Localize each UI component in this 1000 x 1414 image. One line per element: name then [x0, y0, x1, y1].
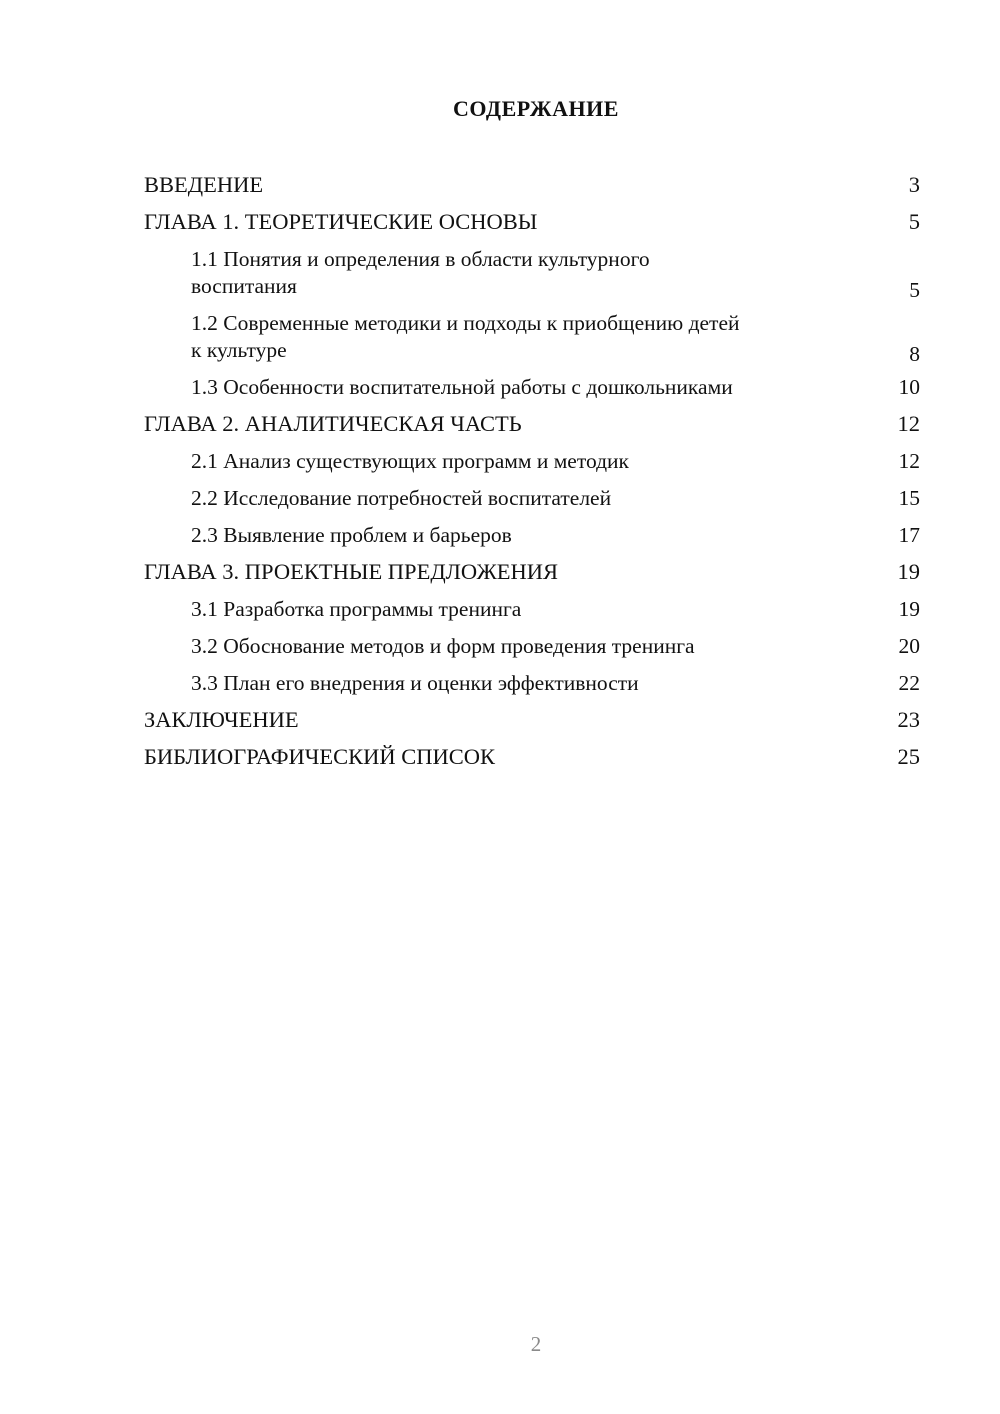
toc-entry-title: [191, 246, 650, 300]
toc-entry-title: ГЛАВА 3. ПРОЕКТНЫЕ ПРЕДЛОЖЕНИЯ: [144, 559, 559, 584]
toc-entry-title: 3.2 Обоснование методов и форм проведения тренинга: [191, 634, 695, 658]
toc-entry-introduction[interactable]: [144, 168, 920, 205]
toc-entry-page: 10: [898, 375, 920, 399]
toc-entry-page: 5: [909, 278, 920, 302]
toc-entry-title: ЗАКЛЮЧЕНИЕ: [144, 707, 299, 732]
toc-entry-section-1-3[interactable]: [144, 370, 920, 407]
toc-entry-title-line-2: воспитания: [191, 274, 297, 298]
toc-entry-page: 25: [897, 744, 920, 769]
toc-entry-section-2-1[interactable]: [144, 444, 920, 481]
toc-entry-title: ГЛАВА 1. ТЕОРЕТИЧЕСКИЕ ОСНОВЫ: [144, 209, 538, 234]
toc-entry-page: 15: [898, 486, 920, 510]
toc-entry-title-line-1: 1.2 Современные методики и подходы к приобщению детей: [191, 311, 740, 335]
toc-entry-page: 19: [898, 597, 920, 621]
toc-entry-section-1-1[interactable]: [144, 242, 920, 306]
toc-entry-page: 12: [897, 411, 920, 436]
page-title: СОДЕРЖАНИЕ: [453, 96, 619, 121]
toc-entry-title: 3.3 План его внедрения и оценки эффективности: [191, 671, 639, 695]
toc-entry-title: 3.1 Разработка программы тренинга: [191, 597, 522, 621]
toc-entry-title: БИБЛИОГРАФИЧЕСКИЙ СПИСОК: [144, 744, 496, 769]
toc-entry-section-3-2[interactable]: [144, 629, 920, 666]
toc-entry-title: [191, 310, 740, 364]
toc-entry-page: 23: [897, 707, 920, 732]
toc-entry-page: 8: [909, 342, 920, 366]
toc-entry-page: 17: [898, 523, 920, 547]
table-of-contents: [144, 168, 920, 777]
toc-entry-title: 2.1 Анализ существующих программ и методик: [191, 449, 629, 473]
toc-entry-page: 22: [898, 671, 920, 695]
toc-entry-page: 19: [897, 559, 920, 584]
toc-entry-page: 3: [908, 172, 920, 197]
toc-entry-title: 2.3 Выявление проблем и барьеров: [191, 523, 512, 547]
toc-entry-page: 5: [908, 209, 920, 234]
toc-entry-chapter-1[interactable]: [144, 205, 920, 242]
toc-entry-chapter-2[interactable]: [144, 407, 920, 444]
toc-entry-bibliography[interactable]: [144, 740, 920, 777]
toc-entry-section-2-3[interactable]: [144, 518, 920, 555]
toc-entry-chapter-3[interactable]: [144, 555, 920, 592]
toc-entry-title: 1.3 Особенности воспитательной работы с дошкольниками: [191, 375, 733, 399]
page-number: 2: [530, 1332, 542, 1356]
toc-entry-page: 12: [898, 449, 920, 473]
toc-entry-section-1-2[interactable]: [144, 306, 920, 370]
toc-entry-title-line-2: к культуре: [191, 338, 287, 362]
toc-entry-title-line-1: 1.1 Понятия и определения в области культурного: [191, 247, 650, 271]
toc-entry-section-3-1[interactable]: [144, 592, 920, 629]
toc-entry-conclusion[interactable]: [144, 703, 920, 740]
toc-entry-section-2-2[interactable]: [144, 481, 920, 518]
toc-entry-title: ВВЕДЕНИЕ: [144, 172, 264, 197]
toc-entry-title: 2.2 Исследование потребностей воспитателей: [191, 486, 612, 510]
toc-entry-page: 20: [898, 634, 920, 658]
toc-entry-section-3-3[interactable]: [144, 666, 920, 703]
toc-entry-title: ГЛАВА 2. АНАЛИТИЧЕСКАЯ ЧАСТЬ: [144, 411, 522, 436]
